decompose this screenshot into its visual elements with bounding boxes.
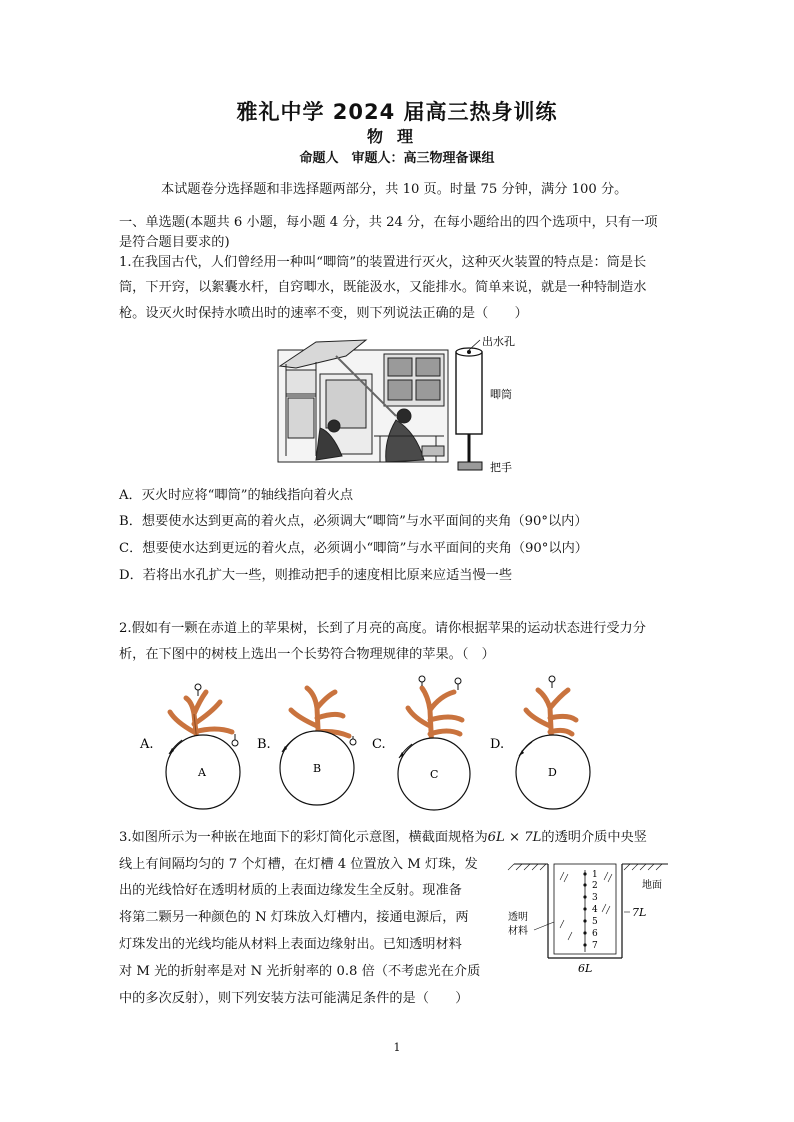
exam-authors: 命题人 审题人：高三物理备课组 xyxy=(299,151,495,166)
q3-formula: 6L × 7L xyxy=(487,830,542,845)
exam-subject: 物理 xyxy=(366,127,427,146)
option-letter: B. xyxy=(257,737,271,752)
handle-label: 把手 xyxy=(490,461,512,474)
q3-stem-line6: 对 M 光的折射率是对 N 光折射率的 0.8 倍（不考虑光在介质 xyxy=(119,964,481,979)
exam-intro: 本试题卷分选择题和非选择题两部分，共 10 页。时量 75 分钟，满分 100 分。 xyxy=(161,182,628,197)
slot-4: 4 xyxy=(592,905,598,915)
material-label-1: 透明 xyxy=(508,912,528,923)
option-letter: D. xyxy=(490,737,505,752)
outlet-label: 出水孔 xyxy=(482,336,515,348)
material-label-2: 材料 xyxy=(508,926,528,937)
globe-label: C xyxy=(430,768,439,781)
ground-label: 地面 xyxy=(642,880,662,891)
slot-2: 2 xyxy=(592,881,598,891)
q3-line1-prefix: 3.如图所示为一种嵌在地面下的彩灯简化示意图，横截面规格为 xyxy=(119,830,488,845)
option-letter: C. xyxy=(372,737,386,752)
width-label: 6L xyxy=(578,962,593,975)
q2-choice-b[interactable] xyxy=(253,672,363,812)
q2-stem-line2: 析，在下图中的树枝上选出一个长势符合物理规律的苹果。（ ） xyxy=(119,647,495,662)
section-heading-line2: 是符合题目要求的) xyxy=(119,235,230,250)
q3-stem-line2: 线上有间隔均匀的 7 个灯槽，在灯槽 4 位置放入 M 灯珠，发 xyxy=(119,857,478,872)
globe-label: D xyxy=(548,766,557,779)
q1-stem-line1: 1.在我国古代，人们曾经用一种叫“唧筒”的装置进行灭火，这种灭火装置的特点是：筒是长 xyxy=(119,255,647,270)
q3-figure xyxy=(500,858,680,978)
q3-stem-line7: 中的多次反射），则下列安装方法可能满足条件的是（ ） xyxy=(119,991,469,1006)
q1-option-d[interactable]: D．若将出水孔扩大一些，则推动把手的速度相比原来应适当慢一些 xyxy=(119,568,513,583)
ancient-firefighting-illustration xyxy=(278,340,448,462)
q1-figure xyxy=(276,336,526,474)
q2-choice-d[interactable] xyxy=(488,668,598,814)
q1-stem-line3: 枪。设灭火时保持水喷出时的速率不变，则下列说法正确的是（ ） xyxy=(119,306,528,321)
page-number: 1 xyxy=(393,1041,401,1054)
slot-3: 3 xyxy=(592,893,598,903)
q2-choice-c[interactable] xyxy=(370,664,490,814)
pump-diagram xyxy=(456,340,482,470)
option-letter: A. xyxy=(140,737,154,752)
q2-stem-line1: 2.假如有一颗在赤道上的苹果树，长到了月亮的高度。请你根据苹果的运动状态进行受力分 xyxy=(119,621,646,636)
q3-stem-line5: 灯珠发出的光线均能从材料上表面边缘射出。已知透明材料 xyxy=(119,937,462,952)
section-heading-line1: 一、单选题(本题共 6 小题，每小题 4 分，共 24 分，在每小题给出的四个选项中，只有一项 xyxy=(119,215,658,230)
q1-stem-line2: 筒，下开窍，以絮囊水杆，自窍唧水，既能汲水，又能排水。简单来说，就是一种特制造水 xyxy=(119,280,647,295)
q1-option-b[interactable]: B．想要使水达到更高的着火点，必须调大“唧筒”与水平面间的夹角（90°以内） xyxy=(119,514,588,529)
globe-label: A xyxy=(198,766,206,779)
slot-5: 5 xyxy=(592,917,598,927)
globe-label: B xyxy=(313,762,322,775)
q2-choice-a[interactable] xyxy=(136,672,246,812)
q3-line1-suffix: 的透明介质中央竖 xyxy=(541,830,647,845)
q3-stem-line3: 出的光线恰好在透明材质的上表面边缘发生全反射。现准备 xyxy=(119,883,462,898)
slot-7: 7 xyxy=(592,941,598,951)
height-label: 7L xyxy=(632,906,647,919)
q1-option-a[interactable]: A．灭火时应将“唧筒”的轴线指向着火点 xyxy=(119,488,354,503)
exam-title: 雅礼中学 2024 届高三热身训练 xyxy=(236,100,558,124)
q3-stem-line4: 将第二颗另一种颜色的 N 灯珠放入灯槽内，接通电源后，两 xyxy=(119,910,469,925)
q3-stem-line1 xyxy=(119,826,647,845)
slot-6: 6 xyxy=(592,929,598,939)
slot-1: 1 xyxy=(592,870,598,880)
barrel-label: 唧筒 xyxy=(490,388,512,401)
q1-option-c[interactable]: C．想要使水达到更远的着火点，必须调小“唧筒”与水平面间的夹角（90°以内） xyxy=(119,541,588,556)
